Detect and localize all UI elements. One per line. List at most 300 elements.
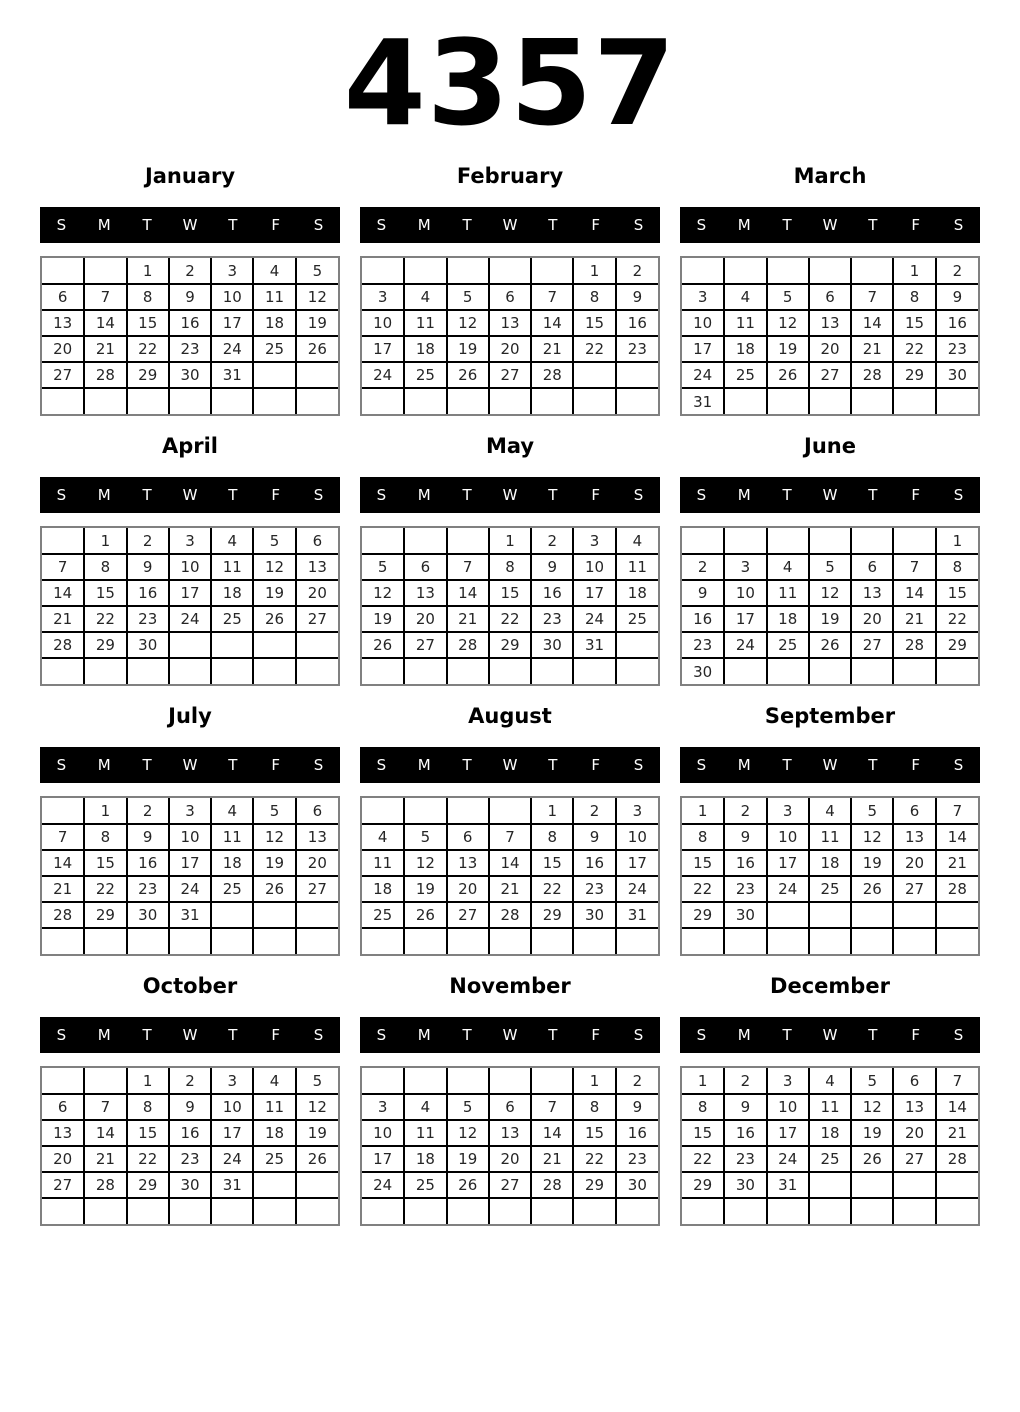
weekday-label: W [822,486,838,504]
day-cell: 5 [296,258,338,284]
week-row [42,658,338,684]
day-cell-empty [169,1198,211,1224]
day-cell: 12 [851,824,893,850]
day-cell: 3 [682,284,724,310]
weekday-label: T [228,216,238,234]
week-row [682,850,978,876]
day-cell: 5 [404,824,446,850]
day-cell: 30 [936,362,978,388]
day-cell-empty [893,1172,935,1198]
day-cell: 30 [724,1172,766,1198]
week-row [42,362,338,388]
day-cell: 10 [767,824,809,850]
day-cell: 28 [42,902,84,928]
day-cell: 22 [893,336,935,362]
day-cell: 10 [682,310,724,336]
week-row [682,1198,978,1224]
weekday-label: S [633,756,644,774]
week-row [682,928,978,954]
day-cell: 7 [531,284,573,310]
day-cell-empty [724,928,766,954]
weekday-label: S [313,486,324,504]
day-cell-empty [127,388,169,414]
days-table [362,798,658,954]
month-title: November [449,974,571,998]
day-cell-empty [616,658,658,684]
day-cell-empty [489,1198,531,1224]
day-cell: 20 [893,850,935,876]
weekday-label: S [953,216,964,234]
day-cell: 3 [724,554,766,580]
week-row [682,798,978,824]
day-cell: 18 [211,850,253,876]
day-cell: 11 [362,850,404,876]
day-cell: 2 [127,528,169,554]
day-cell: 17 [767,1120,809,1146]
day-cell: 1 [84,528,126,554]
day-cell: 18 [211,580,253,606]
days-table [682,528,978,684]
month-july [40,705,340,956]
day-cell: 12 [809,580,851,606]
day-cell-empty [893,528,935,554]
month-september [680,705,980,956]
weekday-label: T [548,486,558,504]
day-cell-empty [404,798,446,824]
day-cell: 18 [253,1120,295,1146]
day-cell-empty [489,388,531,414]
weekday-header [40,207,340,243]
day-cell: 27 [447,902,489,928]
day-cell: 18 [362,876,404,902]
day-cell-empty [169,632,211,658]
day-cell-empty [296,388,338,414]
day-cell-empty [211,388,253,414]
day-cell-empty [84,1068,126,1094]
day-cell: 5 [447,1094,489,1120]
day-cell: 4 [253,258,295,284]
day-cell: 2 [616,1068,658,1094]
weekday-label: T [548,756,558,774]
day-cell-empty [573,928,615,954]
day-cell: 18 [404,1146,446,1172]
day-cell: 26 [851,876,893,902]
day-cell: 17 [767,850,809,876]
day-cell: 14 [531,1120,573,1146]
day-cell: 5 [296,1068,338,1094]
day-cell-empty [447,1198,489,1224]
day-cell-empty [211,928,253,954]
day-cell-empty [42,658,84,684]
day-cell: 20 [893,1120,935,1146]
day-cell-empty [616,388,658,414]
day-cell: 30 [169,1172,211,1198]
week-row [42,1172,338,1198]
day-cell-empty [84,258,126,284]
day-cell-empty [489,658,531,684]
day-cell-empty [573,658,615,684]
weekday-label: S [376,1026,387,1044]
day-cell: 9 [936,284,978,310]
weekday-label: M [737,486,751,504]
month-october [40,975,340,1226]
day-cell: 27 [404,632,446,658]
day-cell: 23 [616,1146,658,1172]
day-cell: 3 [362,1094,404,1120]
week-row [362,1120,658,1146]
day-cell: 16 [616,1120,658,1146]
day-cell-empty [809,388,851,414]
day-cell-empty [809,902,851,928]
day-cell: 3 [573,528,615,554]
day-cell-empty [616,362,658,388]
day-cell: 17 [211,310,253,336]
day-cell: 25 [211,606,253,632]
day-cell: 30 [724,902,766,928]
weekday-label: T [142,486,152,504]
day-cell: 19 [362,606,404,632]
day-cell: 12 [447,310,489,336]
week-row [42,1120,338,1146]
day-cell: 3 [169,528,211,554]
day-cell: 22 [936,606,978,632]
day-cell: 12 [362,580,404,606]
month-title: January [144,164,236,188]
day-cell-empty [936,902,978,928]
day-cell-empty [42,1198,84,1224]
weekday-label: T [228,756,238,774]
day-cell: 20 [296,850,338,876]
day-cell: 26 [253,876,295,902]
weekday-label: S [313,1026,324,1044]
day-cell: 18 [404,336,446,362]
day-cell: 20 [296,580,338,606]
day-cell: 8 [84,824,126,850]
day-cell: 1 [489,528,531,554]
weekday-label: S [696,216,707,234]
weekday-label: S [696,756,707,774]
weekday-header [40,747,340,783]
day-cell: 1 [127,1068,169,1094]
day-cell-empty [936,928,978,954]
day-cell: 1 [573,258,615,284]
week-row [42,928,338,954]
day-cell: 3 [767,798,809,824]
day-cell: 2 [531,528,573,554]
day-cell: 10 [573,554,615,580]
day-cell: 26 [296,336,338,362]
day-cell: 30 [127,902,169,928]
day-cell-empty [809,258,851,284]
day-cell: 4 [724,284,766,310]
day-cell: 9 [573,824,615,850]
day-cell-empty [211,902,253,928]
day-cell: 11 [809,1094,851,1120]
day-cell-empty [851,928,893,954]
day-cell: 14 [851,310,893,336]
weekday-label: M [417,756,431,774]
day-cell: 16 [127,850,169,876]
day-cell: 3 [616,798,658,824]
day-cell: 31 [211,1172,253,1198]
day-cell: 15 [84,850,126,876]
weekday-label: S [56,216,67,234]
week-row [42,1094,338,1120]
week-row [682,284,978,310]
week-row [682,876,978,902]
days-table [42,528,338,684]
day-cell-empty [253,658,295,684]
day-cell-empty [616,1198,658,1224]
day-cell-empty [253,362,295,388]
day-cell: 29 [84,632,126,658]
day-cell: 24 [573,606,615,632]
week-row [682,388,978,414]
day-cell: 4 [809,1068,851,1094]
weekday-label: S [376,756,387,774]
week-row [682,1068,978,1094]
day-cell: 31 [767,1172,809,1198]
day-cell: 4 [404,284,446,310]
day-cell: 7 [936,798,978,824]
month-june [680,435,980,686]
day-cell: 8 [682,824,724,850]
day-cell-empty [893,902,935,928]
weekday-label: F [271,1026,281,1044]
weekday-label: T [142,756,152,774]
day-cell: 12 [296,284,338,310]
day-cell-empty [42,258,84,284]
day-cell: 25 [253,1146,295,1172]
day-cell: 17 [169,580,211,606]
month-february [360,165,660,416]
day-cell-empty [362,928,404,954]
weekday-label: T [462,486,472,504]
week-row [682,824,978,850]
day-cell: 19 [404,876,446,902]
day-cell: 1 [531,798,573,824]
week-row [362,606,658,632]
day-cell-empty [42,928,84,954]
day-cell-empty [253,902,295,928]
day-cell: 5 [767,284,809,310]
day-cell: 5 [447,284,489,310]
day-cell: 19 [851,850,893,876]
day-cell: 25 [616,606,658,632]
weekday-label: T [868,486,878,504]
day-cell: 11 [211,824,253,850]
days-table [362,1068,658,1224]
day-cell-empty [724,258,766,284]
day-cell: 31 [616,902,658,928]
week-row [42,1146,338,1172]
day-cell: 13 [489,1120,531,1146]
day-cell: 20 [404,606,446,632]
day-cell: 22 [127,1146,169,1172]
month-day-grid [360,526,660,686]
week-row [362,554,658,580]
week-row [42,310,338,336]
day-cell: 4 [767,554,809,580]
day-cell: 23 [573,876,615,902]
day-cell-empty [404,1198,446,1224]
day-cell: 20 [42,1146,84,1172]
day-cell: 25 [809,876,851,902]
day-cell: 5 [809,554,851,580]
day-cell: 13 [447,850,489,876]
week-row [42,284,338,310]
week-row [362,284,658,310]
day-cell: 10 [169,824,211,850]
day-cell: 1 [682,798,724,824]
weekday-header [360,1017,660,1053]
day-cell: 23 [169,1146,211,1172]
day-cell: 19 [253,580,295,606]
day-cell-empty [851,658,893,684]
day-cell-empty [404,658,446,684]
week-row [42,258,338,284]
day-cell: 31 [169,902,211,928]
days-table [682,798,978,954]
month-day-grid [680,796,980,956]
day-cell-empty [851,388,893,414]
day-cell: 29 [84,902,126,928]
day-cell: 28 [936,1146,978,1172]
day-cell: 29 [573,1172,615,1198]
day-cell: 7 [84,1094,126,1120]
week-row [362,388,658,414]
weekday-label: F [591,756,601,774]
day-cell-empty [296,928,338,954]
day-cell-empty [447,528,489,554]
days-table [42,798,338,954]
day-cell: 15 [573,1120,615,1146]
day-cell: 9 [724,824,766,850]
weekday-label: T [868,1026,878,1044]
day-cell: 7 [936,1068,978,1094]
day-cell: 8 [573,1094,615,1120]
day-cell: 7 [84,284,126,310]
day-cell-empty [84,1198,126,1224]
weekday-label: T [462,756,472,774]
day-cell-empty [362,798,404,824]
day-cell: 16 [936,310,978,336]
day-cell-empty [169,928,211,954]
day-cell-empty [169,388,211,414]
weekday-label: M [417,1026,431,1044]
weekday-label: S [376,486,387,504]
day-cell-empty [489,928,531,954]
day-cell: 27 [489,1172,531,1198]
day-cell: 6 [851,554,893,580]
day-cell: 26 [253,606,295,632]
day-cell-empty [127,658,169,684]
week-row [682,1120,978,1146]
day-cell: 27 [42,1172,84,1198]
week-row [42,554,338,580]
day-cell: 1 [893,258,935,284]
month-title: August [468,704,552,728]
day-cell-empty [724,658,766,684]
day-cell: 10 [616,824,658,850]
day-cell: 13 [893,824,935,850]
week-row [42,606,338,632]
weekday-label: W [182,1026,198,1044]
day-cell: 13 [296,824,338,850]
month-day-grid [360,1066,660,1226]
day-cell: 9 [616,284,658,310]
day-cell-empty [127,928,169,954]
day-cell: 4 [809,798,851,824]
day-cell-empty [169,658,211,684]
day-cell: 5 [851,1068,893,1094]
day-cell: 22 [127,336,169,362]
day-cell: 20 [809,336,851,362]
day-cell: 29 [893,362,935,388]
day-cell-empty [851,1172,893,1198]
day-cell: 10 [211,1094,253,1120]
weekday-label: S [953,756,964,774]
day-cell: 14 [84,310,126,336]
weekday-label: W [182,216,198,234]
day-cell: 7 [42,554,84,580]
day-cell: 30 [169,362,211,388]
week-row [42,580,338,606]
day-cell-empty [809,1198,851,1224]
day-cell-empty [767,528,809,554]
day-cell: 23 [724,1146,766,1172]
day-cell: 6 [893,798,935,824]
weekday-label: W [502,216,518,234]
weekday-label: T [228,1026,238,1044]
day-cell: 13 [42,310,84,336]
day-cell: 23 [936,336,978,362]
day-cell: 14 [531,310,573,336]
day-cell: 21 [84,1146,126,1172]
day-cell-empty [809,528,851,554]
month-day-grid [680,526,980,686]
day-cell: 7 [531,1094,573,1120]
day-cell: 19 [447,1146,489,1172]
day-cell-empty [682,528,724,554]
day-cell: 22 [573,1146,615,1172]
week-row [42,902,338,928]
day-cell: 29 [531,902,573,928]
month-title: December [770,974,890,998]
day-cell: 2 [169,1068,211,1094]
day-cell: 10 [362,1120,404,1146]
weekday-header [680,1017,980,1053]
days-table [362,528,658,684]
day-cell: 15 [531,850,573,876]
day-cell: 13 [851,580,893,606]
month-may [360,435,660,686]
day-cell: 28 [531,1172,573,1198]
day-cell: 30 [531,632,573,658]
day-cell: 2 [682,554,724,580]
day-cell-empty [724,388,766,414]
week-row [362,824,658,850]
weekday-label: T [782,486,792,504]
day-cell: 4 [253,1068,295,1094]
day-cell: 21 [531,1146,573,1172]
day-cell: 12 [404,850,446,876]
day-cell: 22 [531,876,573,902]
day-cell: 28 [447,632,489,658]
day-cell: 23 [724,876,766,902]
day-cell: 16 [169,310,211,336]
day-cell: 13 [404,580,446,606]
